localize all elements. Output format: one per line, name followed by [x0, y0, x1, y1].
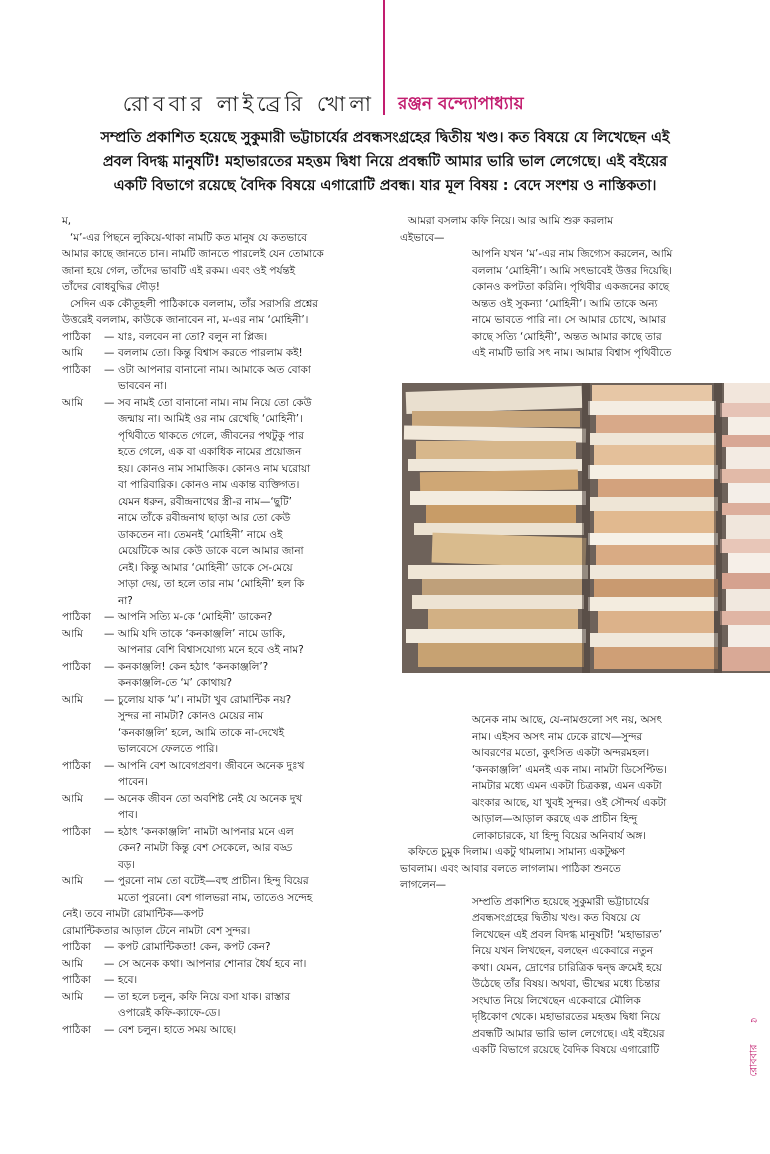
text-line: মেয়েটিকে আর কেউ ডাকে বলে আমার জানা — [118, 545, 304, 557]
dialogue-turn — [62, 626, 380, 659]
text-line: বেশ চলুন। হাতে সময় আছে। — [118, 1023, 237, 1036]
speaker-label: পাঠিকা — [62, 941, 91, 953]
text-line: নামে ভাবতে পারি না। সে আমার চোখে, আমার — [472, 314, 666, 326]
em-dash: — — [104, 693, 115, 706]
text-line: নাম। এইসব অসৎ নাম ঢেকে রাখে—সুন্দর — [472, 730, 643, 743]
text-line: বললাম ‘মোহিনী’। আমি সৎভাবেই উত্তর দিয়েছি। — [472, 264, 672, 277]
speaker-label: আমি — [62, 875, 83, 887]
text-line: ভাবলাম। এবং আবার বলতে লাগলাম। পাঠিকা শুনতে — [400, 862, 621, 875]
text-line: হবে। — [118, 974, 138, 986]
text-line: লোকাচারকে, যা হিন্দু বিয়ের অনিবার্য অঙ্গ। — [472, 829, 646, 842]
text-line: আবরণের মতো, কুৎসিত একটা অন্দরমহল। — [472, 747, 650, 759]
speaker-label: পাঠিকা — [62, 825, 91, 838]
dialogue-turn — [62, 1022, 380, 1039]
text-line: বড়। — [118, 858, 135, 871]
speaker-label: পাঠিকা — [62, 660, 91, 673]
text-line: দৃষ্টিকোণ থেকে। মহাভারতের মহত্তম দ্বিধা নিয়ে — [472, 1011, 661, 1023]
text-line: নেই। কিন্তু আমার ‘মোহিনী’ ডাকে সে-মেয়ে — [118, 561, 293, 574]
text-line: পাব। — [118, 809, 138, 821]
em-dash: — — [104, 941, 115, 953]
magazine-name: রোববার — [748, 1044, 760, 1077]
text-line: ‘কনকাঞ্জলি’ হলে, আমি তাকে না-দেখেই — [118, 726, 285, 739]
text-line: যেমন ধরুন, রবীন্দ্রনাথের স্ত্রী-র নাম—‘ছুটি’ — [118, 495, 292, 508]
text-line: না? — [118, 594, 133, 607]
text-line: কথা। যেমন, দ্রোণের চারিত্রিক দ্বন্দ্ব ক্রমেই হয়ে — [472, 961, 662, 974]
dialogue-turn — [62, 395, 380, 610]
text-line: নামটার মধ্যে এমন একটা চিত্রকল্প, এমন একটা — [472, 780, 662, 792]
page-footer — [746, 1012, 764, 1090]
text-line: আমরা বসলাম কফি নিয়ে। আর আমি শুরু করলাম — [408, 215, 614, 227]
text-line: ভাববেন না। — [118, 380, 167, 392]
paragraph — [62, 906, 380, 939]
em-dash: — — [104, 330, 115, 343]
text-line: বললাম তো। কিন্তু বিশ্বাস করতে পারলাম কই! — [118, 347, 303, 359]
text-line: তা হলে চলুন, কফি নিয়ে বসা যাক। রাস্তার — [118, 990, 291, 1003]
text-line: ডাকতেন না। তেমনই ‘মোহিনী’ নামে ওই — [118, 528, 283, 541]
dialogue-text — [118, 329, 380, 346]
books-stack-photo — [402, 383, 770, 673]
speaker-label: আমি — [62, 396, 83, 409]
em-dash: — — [104, 660, 115, 673]
em-dash: — — [104, 825, 115, 838]
speaker-label: আমি — [62, 792, 83, 805]
text-line: রোমান্টিকতার আড়াল টেনে নামটা বেশ সুন্দর। — [62, 924, 251, 937]
text-line: যাঃ, বলবেন না তো? বলুন না প্লিজ। — [118, 330, 268, 343]
text-line: আড়াল—আড়াল করছে এক প্রাচীন হিন্দু — [472, 813, 638, 825]
dialogue-turn — [62, 345, 380, 362]
text-line: জন্মায় না। আমিই ওর নাম রেখেছি ‘মোহিনী’। — [118, 413, 303, 425]
dialogue-text — [118, 939, 380, 956]
dialogue — [62, 939, 380, 1038]
text-line: নেই। তবে নামটা রোমান্টিক—কপট — [62, 908, 204, 920]
text-line: হয়। কোনও নাম সামাজিক। কোনও নাম ঘরোয়া — [118, 462, 311, 475]
indented-quote — [400, 246, 710, 362]
speaker-label: পাঠিকা — [62, 611, 91, 623]
text-line: কপট রোমান্টিকতা! কেন, কপট কেন? — [118, 941, 271, 953]
text-line: অন্তত ওই সুকন্যা ‘মোহিনী’। আমি তাকে অন্য — [472, 297, 658, 310]
text-line: নিয়ে যখন লিখছেন, বলছেন একেবারে নতুন — [472, 945, 653, 957]
dialogue-text — [118, 791, 380, 824]
dialogue-turn — [62, 692, 380, 758]
text-line: ‘ম’-এর পিছনে লুকিয়ে-থাকা নামটি কত মানুষ যে কতভাবে — [70, 231, 307, 244]
speaker-label: আমি — [62, 990, 83, 1003]
intro-blurb — [40, 126, 730, 198]
em-dash: — — [104, 957, 115, 970]
text-line: ওটা আপনার বানানো নাম। আমাকে অত বোকা — [118, 363, 311, 376]
text-line: হঠাৎ ‘কনকাঞ্জলি’ নামটা আপনার মনে এল — [118, 825, 294, 838]
text-line: হতে গেলে, এক বা একাধিক নামের প্রয়োজন — [118, 446, 302, 458]
text-line: পাবেন। — [118, 776, 148, 788]
dialogue-turn — [62, 329, 380, 346]
text-line: আমি যদি তাকে ‘কনকাঞ্জলি’ নামে ডাকি, — [118, 627, 286, 640]
dialogue-text — [118, 972, 380, 989]
text-line: কফিতে চুমুক দিলাম। একটু থামলাম। সামান্য একটুক্ষণ — [408, 846, 625, 858]
text-line: কাছে সত্যি ‘মোহিনী’, অন্তত আমার কাছে তার — [472, 330, 662, 343]
intro-line: প্রবল বিদগ্ধ মানুষটি! মহাভারতের মহত্তম দ্বিধা নিয়ে প্রবন্ধটি আমার ভারি ভাল লেগেছে। এই বইয়ের — [102, 154, 668, 170]
em-dash: — — [104, 759, 115, 772]
text-line: বা পারিবারিক। কোনও নাম একান্ত ব্যক্তিগত। — [118, 479, 300, 491]
dialogue-text — [118, 1022, 380, 1039]
em-dash: — — [104, 875, 115, 887]
em-dash: — — [104, 974, 115, 986]
text-line: সাড়া দেয়, তা হলে তার নাম ‘মোহিনী’ হল কি — [118, 578, 305, 590]
text-line: আপনি বেশ আবেগপ্রবণ। জীবনে অনেক দুঃখ — [118, 759, 305, 772]
text-line: ওপারেই কফি-ক্যাফে-ডে। — [118, 1007, 221, 1019]
speaker-label: পাঠিকা — [62, 363, 91, 376]
text-line: আমার কাছে জানতে চান। নামটি জানতে পারলেই যেন তোমাকে — [62, 248, 324, 260]
text-line: একটি বিভাগে রয়েছে বৈদিক বিষয়ে এগারোটি — [472, 1044, 660, 1056]
text-line: অনেক জীবন তো অবশিষ্ট নেই যে অনেক দুখ — [118, 792, 303, 805]
dialogue-turn — [62, 972, 380, 989]
text-line: এইভাবে— — [400, 231, 445, 244]
dialogue-text — [118, 758, 380, 791]
text-line: লাগলেন— — [400, 879, 447, 891]
page-number: ৫ — [747, 1017, 759, 1024]
text-line: সেদিন এক কৌতূহলী পাঠিকাকে বললাম, তাঁর সরাসরি প্রশ্নের — [70, 297, 318, 310]
dialogue — [62, 329, 380, 907]
dialogue-text — [118, 692, 380, 758]
text-line: কনকাঞ্জলি-তে ‘ম’ কোথায়? — [118, 677, 232, 689]
speaker-label: পাঠিকা — [62, 330, 91, 343]
text-line: সম্প্রতি প্রকাশিত হয়েছে সুকুমারী ভট্টাচার্যের — [472, 895, 650, 908]
indented-quote — [400, 712, 710, 844]
indented-quote — [400, 894, 710, 1059]
speaker-label: পাঠিকা — [62, 1023, 91, 1036]
dialogue-text — [118, 345, 380, 362]
text-line: কোনও কপটতা করিনি। পৃথিবীর একজনের কাছে — [472, 281, 670, 293]
em-dash: — — [104, 347, 115, 359]
text-line: এই নামটি ভারি সৎ নাম। আমার বিশ্বাস পৃথিবীতে — [472, 347, 672, 359]
text-line: প্রবন্ধসংগ্রহের দ্বিতীয় খণ্ড। কত বিষয়ে যে — [472, 912, 641, 924]
right-column-bottom — [400, 712, 710, 1059]
books-illustration — [402, 383, 770, 673]
text-line: কনকাঞ্জলি! কেন হঠাৎ ‘কনকাঞ্জলি’? — [118, 660, 269, 673]
text-line: সব নামই তো বানানো নাম। নাম নিয়ে তো কেউ — [118, 396, 312, 409]
paragraph — [62, 230, 380, 296]
em-dash: — — [104, 990, 115, 1003]
speaker-label: আমি — [62, 347, 83, 359]
em-dash: — — [104, 627, 115, 640]
dialogue-text — [118, 609, 380, 626]
author-name: রঞ্জন বন্দ্যোপাধ্যায় — [398, 94, 524, 114]
header — [0, 88, 770, 122]
text-line: মতো পুরনো। বেশ গালভরা নাম, তাতেও সন্দেহ — [118, 891, 313, 904]
column-title: রোববার লাইব্রেরি খোলা — [122, 92, 375, 116]
text-line: সে অনেক কথা। আপনার শোনার ধৈর্য হবে না। — [118, 957, 307, 970]
dialogue-text — [118, 395, 380, 610]
dialogue-text — [118, 824, 380, 874]
paragraph — [400, 844, 710, 894]
dialogue-turn — [62, 939, 380, 956]
dialogue-turn — [62, 659, 380, 692]
em-dash: — — [104, 396, 115, 409]
speaker-label: আমি — [62, 627, 83, 640]
dialogue-text — [118, 626, 380, 659]
text-line: আপনি যখন ‘ম’-এর নাম জিগ্যেস করলেন, আমি — [472, 248, 673, 260]
text-line: সুন্দর না নামটা? কোনও মেয়ের নাম — [118, 710, 264, 722]
dialogue-turn — [62, 758, 380, 791]
book-stack-middle — [588, 385, 718, 669]
dialogue-text — [118, 873, 380, 906]
dialogue-text — [118, 956, 380, 973]
text-line: ঝংকার আছে, যা খুবই সুন্দর। ওই সৌন্দর্য একটা — [472, 796, 667, 809]
dialogue-turn — [62, 362, 380, 395]
intro-line: একটি বিভাগে রয়েছে বৈদিক বিষয়ে এগারোটি প্রবন্ধ। যার মূল বিষয় : বেদে সংশয় ও নাস্তিকতা। — [113, 178, 657, 194]
text-line: লিখেছেন এই প্রবল বিদগ্ধ মানুষটি! ‘মহাভারত’ — [472, 928, 663, 941]
salutation: ম, — [62, 215, 72, 227]
text-line: তাঁদের বোধবুদ্ধির দৌড়! — [62, 281, 160, 293]
dialogue-turn — [62, 609, 380, 626]
text-line: আপনার বেশি বিশ্বাসযোগ্য মনে হবে ওই নাম? — [118, 644, 304, 656]
speaker-label: আমি — [62, 693, 83, 706]
dialogue-text — [118, 362, 380, 395]
speaker-label: পাঠিকা — [62, 974, 91, 986]
text-line: উঠেছে তাঁর বিষয়। অথবা, ভীষ্মের মধ্যে চিন্তার — [472, 978, 660, 990]
dialogue-turn — [62, 791, 380, 824]
speaker-label: পাঠিকা — [62, 759, 91, 772]
text-line: নামে তাঁকে রবীন্দ্রনাথ ছাড়া আর তো কেউ — [118, 512, 291, 524]
dialogue-turn — [62, 824, 380, 874]
em-dash: — — [104, 611, 115, 623]
text-line: ভালবেসে ফেলতে পারি। — [118, 743, 219, 755]
dialogue-turn — [62, 956, 380, 973]
em-dash: — — [104, 792, 115, 805]
dialogue-turn — [62, 989, 380, 1022]
text-line: কেন? নামটা কিন্তু বেশ সেকেলে, আর বড্ড — [118, 842, 293, 854]
em-dash: — — [104, 363, 115, 376]
text-line: চুলোয় যাক ‘ম’। নামটা খুব রোমান্টিক নয়? — [118, 693, 292, 706]
paragraph — [62, 296, 380, 329]
dialogue-text — [118, 659, 380, 692]
text-line: প্রবন্ধটি আমার ভারি ভাল লেগেছে। এই বইয়ের — [472, 1027, 665, 1040]
text-line: আপনি সত্যি ম-কে ‘মোহিনী’ ডাকেন? — [118, 611, 273, 623]
left-column — [62, 213, 380, 1038]
dialogue-turn — [62, 873, 380, 906]
text-line: অনেক নাম আছে, যে-নামগুলো সৎ নয়, অসৎ — [472, 714, 662, 726]
text-line: পুরনো নাম তো বটেই—বহু প্রাচীন। হিন্দু বিয়ের — [118, 875, 309, 887]
text-line: পৃথিবীতে থাকতে গেলে, জীবনের পথটুকু পার — [118, 429, 304, 442]
text-line: সংঘাত নিয়ে লিখেছেন একেবারে মৌলিক — [472, 994, 641, 1007]
intro-line: সম্প্রতি প্রকাশিত হয়েছে সুকুমারী ভট্টাচার্যের প্রবন্ধসংগ্রহের দ্বিতীয় খণ্ড। কত বিষয়ে যে লিখেছেন এই — [100, 130, 670, 146]
speaker-label: আমি — [62, 957, 83, 970]
text-line: উত্তরেই বললাম, কাউকে জানাবেন না, ম-এর নাম ‘মোহিনী’। — [62, 314, 309, 326]
em-dash: — — [104, 1023, 115, 1036]
text-line: জানা হয়ে গেল, তাঁদের ভাবটি এই রকম। এবং ওই পর্যন্তই — [62, 264, 296, 277]
right-column-top — [400, 213, 710, 362]
text-line: ‘কনকাঞ্জলি’ এমনই এক নাম। নামটা ডিসেপ্টিভ। — [472, 763, 667, 776]
dialogue-text — [118, 989, 380, 1022]
